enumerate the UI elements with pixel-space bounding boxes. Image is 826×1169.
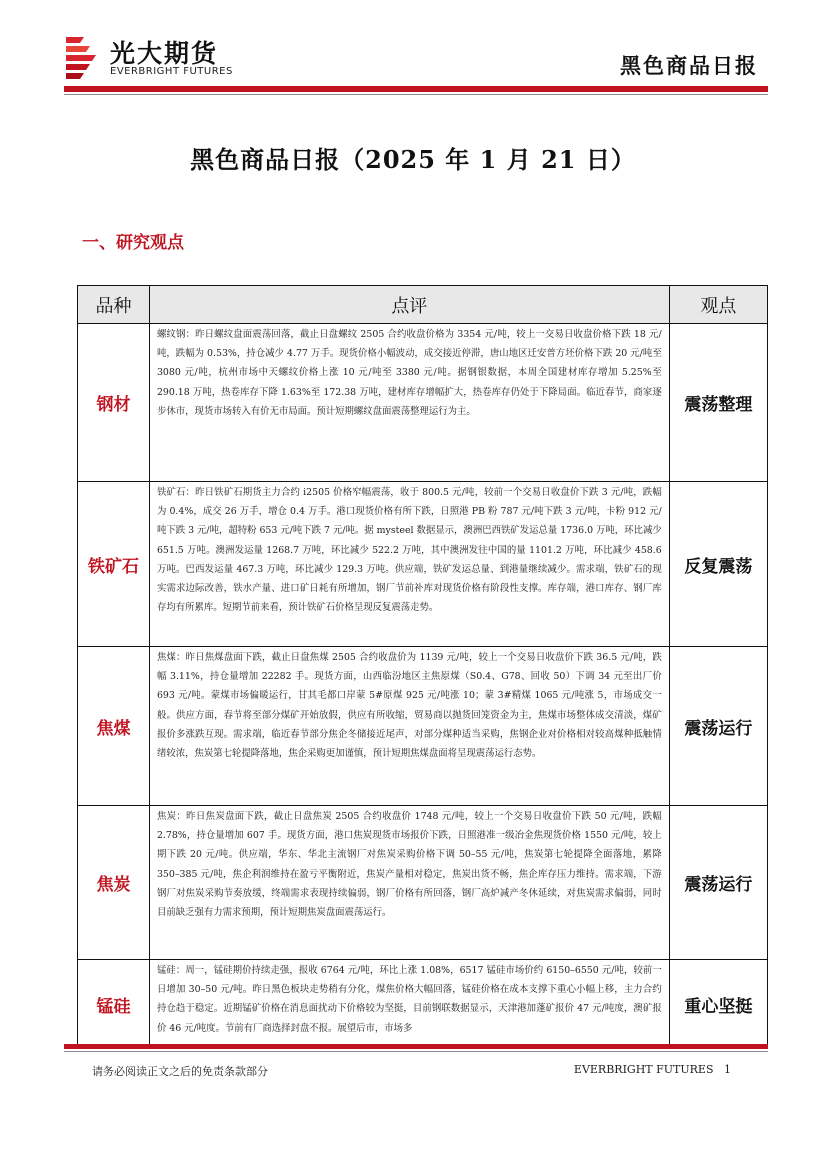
variety-cell: 焦炭 [78, 806, 150, 960]
header-divider [64, 86, 768, 92]
table-row [78, 806, 768, 960]
comment-cell: 铁矿石：昨日铁矿石期货主力合约 i2505 价格窄幅震荡，收于 800.5 元/吨，较前一个交易日收盘价下跌 3 元/吨，跌幅为 0.4%，成交 26 万手，增仓 0.4 万手。港口现货价格有所下跌，日照港 PB 粉 787 元/吨下跌 3 元/吨，卡粉 912 元/吨下跌 3 元/吨，超特粉 653 元/吨下跌 7 元/吨。据 mysteel 数据显示，澳洲巴西铁矿发运总量 1736.0 万吨，环比减少 651.5 万吨。澳洲发运量 1268.7 万吨，环比减少 522.2 万吨，其中澳洲发往中国的量 1101.2 万吨，环比减少 458.6 万吨。巴西发运量 467.3 万吨，环比减少 129.3 万吨。供应端，铁矿发运总量、到港量继续减少。需求端，铁矿石的现实需求边际改善，铁水产量、进口矿日耗有所增加，钢厂节前补库对现货价格有阶段性支撑。库存端，港口库存、钢厂库存均有所累库。短期节前来看，预计铁矿石价格呈现反复震荡走势。 [149, 482, 669, 647]
view-cell: 震荡运行 [669, 647, 767, 806]
variety-cell: 钢材 [78, 324, 150, 482]
header-divider-thin [64, 94, 768, 95]
research-view-table [77, 285, 768, 1049]
view-cell: 反复震荡 [669, 482, 767, 647]
table-row [78, 647, 768, 806]
view-cell: 重心坚挺 [669, 960, 767, 1049]
company-logo-english: EVERBRIGHT FUTURES [110, 66, 233, 77]
table-header-row [78, 286, 768, 324]
page-number: 1 [724, 1063, 731, 1076]
footer-divider-thin [64, 1051, 768, 1052]
variety-cell: 锰硅 [78, 960, 150, 1049]
footer-brand [574, 1063, 731, 1076]
everbright-logo-icon [64, 35, 100, 79]
column-header-view: 观点 [669, 286, 767, 324]
table-row [78, 324, 768, 482]
table-row [78, 960, 768, 1049]
page-header [0, 0, 826, 100]
view-cell: 震荡运行 [669, 806, 767, 960]
variety-cell: 铁矿石 [78, 482, 150, 647]
disclaimer-note: 请务必阅读正文之后的免责条款部分 [92, 1065, 268, 1078]
table-row [78, 482, 768, 647]
comment-text: 锰硅：周一，锰硅期价持续走强，报收 6764 元/吨，环比上涨 1.08%，6517 锰硅市场价约 6150–6550 元/吨，较前一日增加 30–50 元/吨。昨日黑色板块走势稍有分化，煤焦价格大幅回落，锰硅价格在成本支撑下重心小幅上移，主力合约持仓趋于稳定。近期锰矿价格在消息面扰动下价格较为坚挺，目前钢联数据显示，天津港加蓬矿报价 47 元/吨度，澳矿报价 46 元/吨度。节前有厂商选择封盘不报。展望后市，市场多 [156, 965, 662, 1034]
view-cell: 震荡整理 [669, 324, 767, 482]
section-heading: 一、研究观点 [82, 233, 184, 253]
variety-cell: 焦煤 [78, 647, 150, 806]
comment-cell [149, 960, 669, 1049]
comment-cell: 螺纹钢：昨日螺纹盘面震荡回落，截止日盘螺纹 2505 合约收盘价格为 3354 元/吨，较上一交易日收盘价格下跌 18 元/吨，跌幅为 0.53%，持仓减少 4.77 万手。现货价格小幅波动，成交接近停滞，唐山地区迁安普方坯价格下跌 20 元/吨至 3080 元/吨，杭州市场中天螺纹价格上涨 10 元/吨至 3380 元/吨。据钢银数据，本周全国建材库存增加 5.25%至 290.18 万吨，热卷库存下降 1.63%至 172.38 万吨，建材库存增幅扩大，热卷库存仍处于下降局面。临近春节，商家逐步休市，现货市场转入有价无市局面。预计短期螺纹盘面震荡整理运行为主。 [149, 324, 669, 482]
comment-cell: 焦炭：昨日焦炭盘面下跌，截止日盘焦炭 2505 合约收盘价 1748 元/吨，较上一个交易日收盘价下跌 50 元/吨，跌幅 2.78%，持仓量增加 607 手。现货方面，港口焦炭现货市场报价下跌，日照港准一级冶金焦现货价格 1550 元/吨，较上期下跌 20 元/吨。供应端，华东、华北主流钢厂对焦炭采购价格下调 50–55 元/吨，焦炭第七轮提降全面落地，累降 350–385 元/吨，焦企利润维持在盈亏平衡附近，焦炭产量相对稳定，焦炭出货不畅，焦企库存压力维持。需求端，下游钢厂对焦炭采购节奏放缓，终端需求表现持续偏弱，钢厂价格有所回落，钢厂高炉减产冬休延续，对焦炭需求偏弱，同时目前缺乏强有力需求预期，预计短期焦炭盘面震荡运行。 [149, 806, 669, 960]
column-header-variety: 品种 [78, 286, 150, 324]
document-title: 黑色商品日报（2025 年 1 月 21 日） [190, 145, 636, 174]
comment-cell: 焦煤：昨日焦煤盘面下跌，截止日盘焦煤 2505 合约收盘价为 1139 元/吨，较上一个交易日收盘价下跌 36.5 元/吨，跌幅 3.11%，持仓量增加 22282 手。现货方面，山西临汾地区主焦原煤（S0.4、G78、回收 50）下调 34 元至出厂价 693 元/吨。蒙煤市场偏暖运行，甘其毛都口岸蒙 5#原煤 925 元/吨涨 10；蒙 3#精煤 1065 元/吨涨 5，市场成交一般。供应方面，春节将至部分煤矿开始放假，供应有所收缩，贸易商以抛货回笼资金为主，焦煤市场整体成交清淡，煤矿报价多涨跌互现。需求端，临近春节部分焦企冬储接近尾声，对部分煤种适当采购，焦钢企业对价格相对较高煤种抵触情绪较浓，焦炭第七轮提降落地，焦企采购更加谨慎，预计短期焦煤盘面将呈现震荡运行态势。 [149, 647, 669, 806]
column-header-comment: 点评 [149, 286, 669, 324]
report-name: 黑色商品日报 [620, 54, 758, 78]
footer-divider [64, 1044, 768, 1049]
company-logo-text: 光大期货 [110, 39, 219, 68]
footer-brand-name: EVERBRIGHT FUTURES [573, 1063, 714, 1076]
